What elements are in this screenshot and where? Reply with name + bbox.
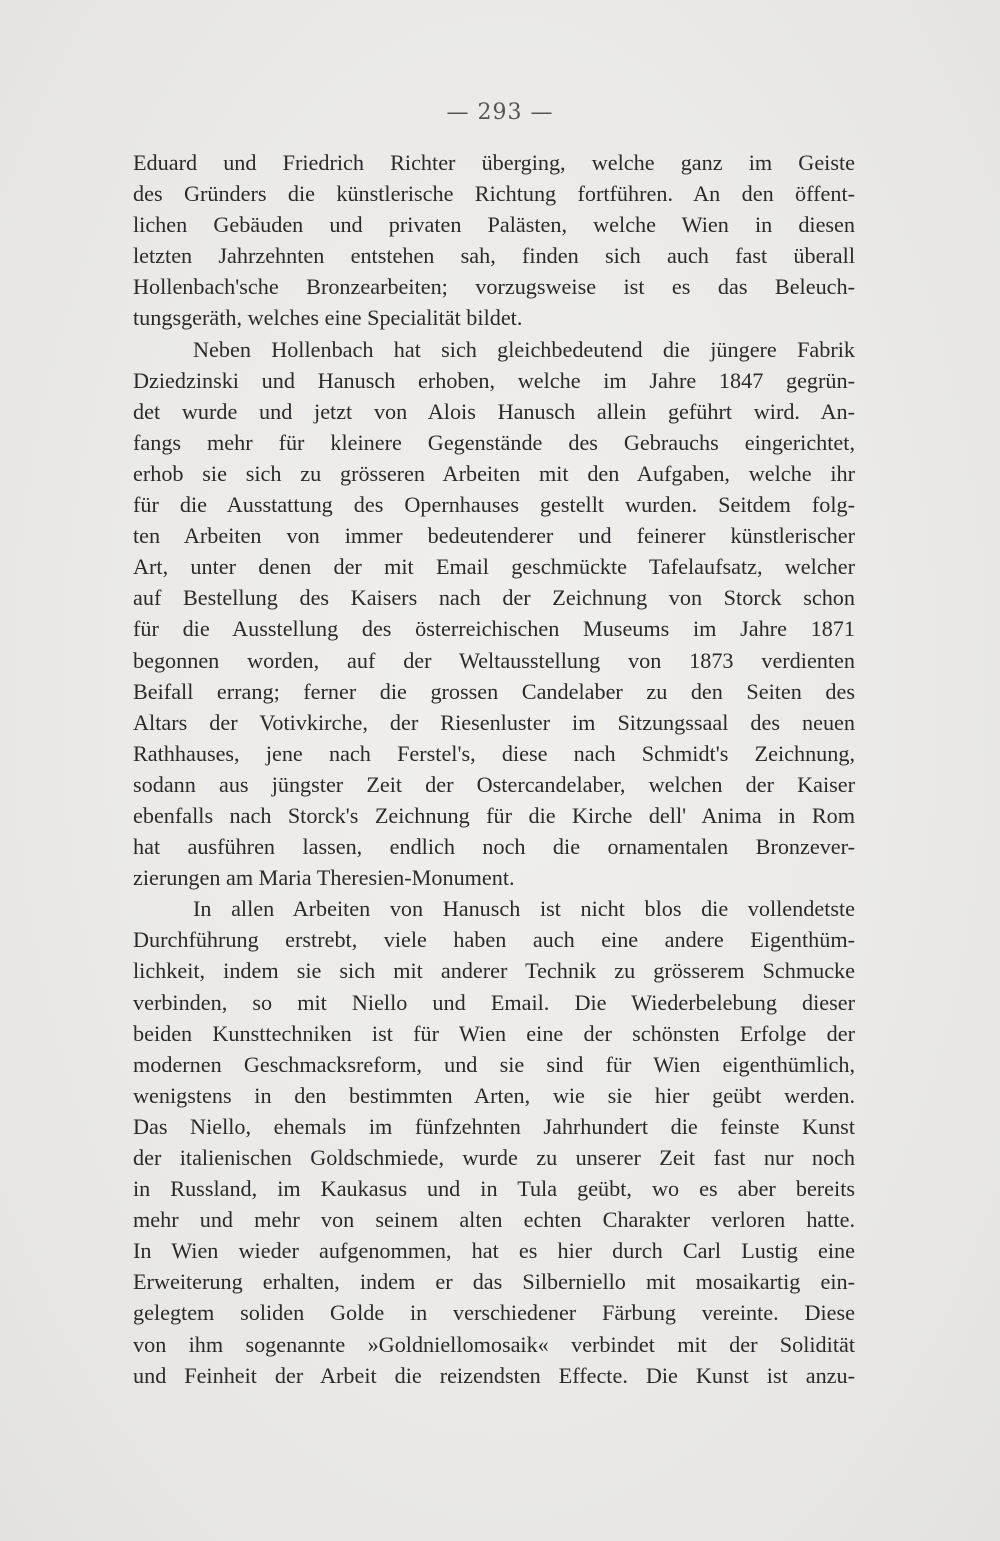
text-line: In allen Arbeiten von Hanusch ist nicht blos die vollendetste — [193, 896, 855, 922]
text-line: modernen Geschmacksreform, und sie sind für Wien eigenthümlich, — [133, 1051, 855, 1077]
text-line: begonnen worden, auf der Weltausstellung von 1873 verdienten — [133, 647, 855, 673]
text-line: In Wien wieder aufgenommen, hat es hier durch Carl Lustig eine — [133, 1238, 855, 1264]
text-line: Durchführung erstrebt, viele haben auch eine andere Eigenthüm- — [133, 927, 855, 953]
text-line: und Feinheit der Arbeit die reizendsten Effecte. Die Kunst ist anzu- — [133, 1362, 855, 1388]
text-line: in Russland, im Kaukasus und in Tula geübt, wo es aber bereits — [133, 1176, 855, 1202]
text-line: der italienischen Goldschmiede, wurde zu unserer Zeit fast nur noch — [133, 1145, 855, 1170]
text-line: Eduard und Friedrich Richter überging, welche ganz im Geiste — [133, 150, 855, 175]
text-line: hat ausführen lassen, endlich noch die ornamentalen Bronzever- — [133, 834, 855, 860]
text-line: Neben Hollenbach hat sich gleichbedeutend die jüngere Fabrik — [193, 336, 855, 362]
text-line: von ihm sogenannte »Goldniellomosaik« verbindet mit der Solidität — [133, 1331, 855, 1357]
text-line: mehr und mehr von seinem alten echten Charakter verloren hatte. — [133, 1207, 855, 1233]
text-line: lichen Gebäuden und privaten Palästen, welche Wien in diesen — [133, 212, 855, 238]
text-line: Art, unter denen der mit Email geschmückte Tafelaufsatz, welcher — [133, 554, 855, 580]
text-line: des Gründers die künstlerische Richtung fortführen. An den öffent- — [133, 181, 855, 207]
text-line: wenigstens in den bestimmten Arten, wie sie hier geübt werden. — [133, 1082, 855, 1108]
text-line: ten Arbeiten von immer bedeutenderer und feinerer künstlerischer — [133, 523, 855, 549]
text-line: erhob sie sich zu grösseren Arbeiten mit den Aufgaben, welche ihr — [133, 460, 855, 486]
page-number: — 293 — — [446, 100, 554, 125]
text-line: ebenfalls nach Storck's Zeichnung für die Kirche dell' Anima in Rom — [133, 802, 855, 828]
text-line: sodann aus jüngster Zeit der Ostercandelaber, welchen der Kaiser — [133, 771, 855, 797]
text-line: Erweiterung erhalten, indem er das Silberniello mit mosaikartig ein- — [133, 1269, 855, 1295]
text-line: verbinden, so mit Niello und Email. Die Wiederbelebung dieser — [133, 989, 855, 1015]
text-line: zierungen am Maria Theresien-Monument. — [133, 865, 515, 891]
text-line: Dziedzinski und Hanusch erhoben, welche im Jahre 1847 gegrün- — [133, 367, 855, 393]
text-line: Das Niello, ehemals im fünfzehnten Jahrhundert die feinste Kunst — [133, 1113, 855, 1139]
text-line: tungsgeräth, welches eine Specialität bildet. — [133, 305, 523, 331]
text-line: für die Ausstellung des österreichischen Museums im Jahre 1871 — [133, 616, 855, 642]
text-line: Altars der Votivkirche, der Riesenluster im Sitzungssaal des neuen — [133, 709, 855, 735]
text-line: Beifall errang; ferner die grossen Candelaber zu den Seiten des — [133, 678, 855, 704]
text-line: beiden Kunsttechniken ist für Wien eine der schönsten Erfolge der — [133, 1020, 855, 1046]
text-line: auf Bestellung des Kaisers nach der Zeichnung von Storck schon — [133, 585, 855, 611]
text-line: lichkeit, indem sie sich mit anderer Technik zu grösserem Schmucke — [133, 958, 855, 984]
text-line: Rathhauses, jene nach Ferstel's, diese nach Schmidt's Zeichnung, — [133, 740, 855, 766]
text-line: fangs mehr für kleinere Gegenstände des Gebrauchs eingerichtet, — [133, 429, 855, 455]
body-text — [133, 147, 855, 1391]
text-line: gelegtem soliden Golde in verschiedener Färbung vereinte. Diese — [133, 1300, 855, 1326]
text-line: Hollenbach'sche Bronzearbeiten; vorzugsweise ist es das Beleuch- — [133, 274, 855, 300]
text-line: det wurde und jetzt von Alois Hanusch allein geführt wird. An- — [133, 398, 855, 424]
text-line: letzten Jahrzehnten entstehen sah, finden sich auch fast überall — [133, 243, 855, 269]
text-line: für die Ausstattung des Opernhauses gestellt wurden. Seitdem folg- — [133, 492, 855, 518]
